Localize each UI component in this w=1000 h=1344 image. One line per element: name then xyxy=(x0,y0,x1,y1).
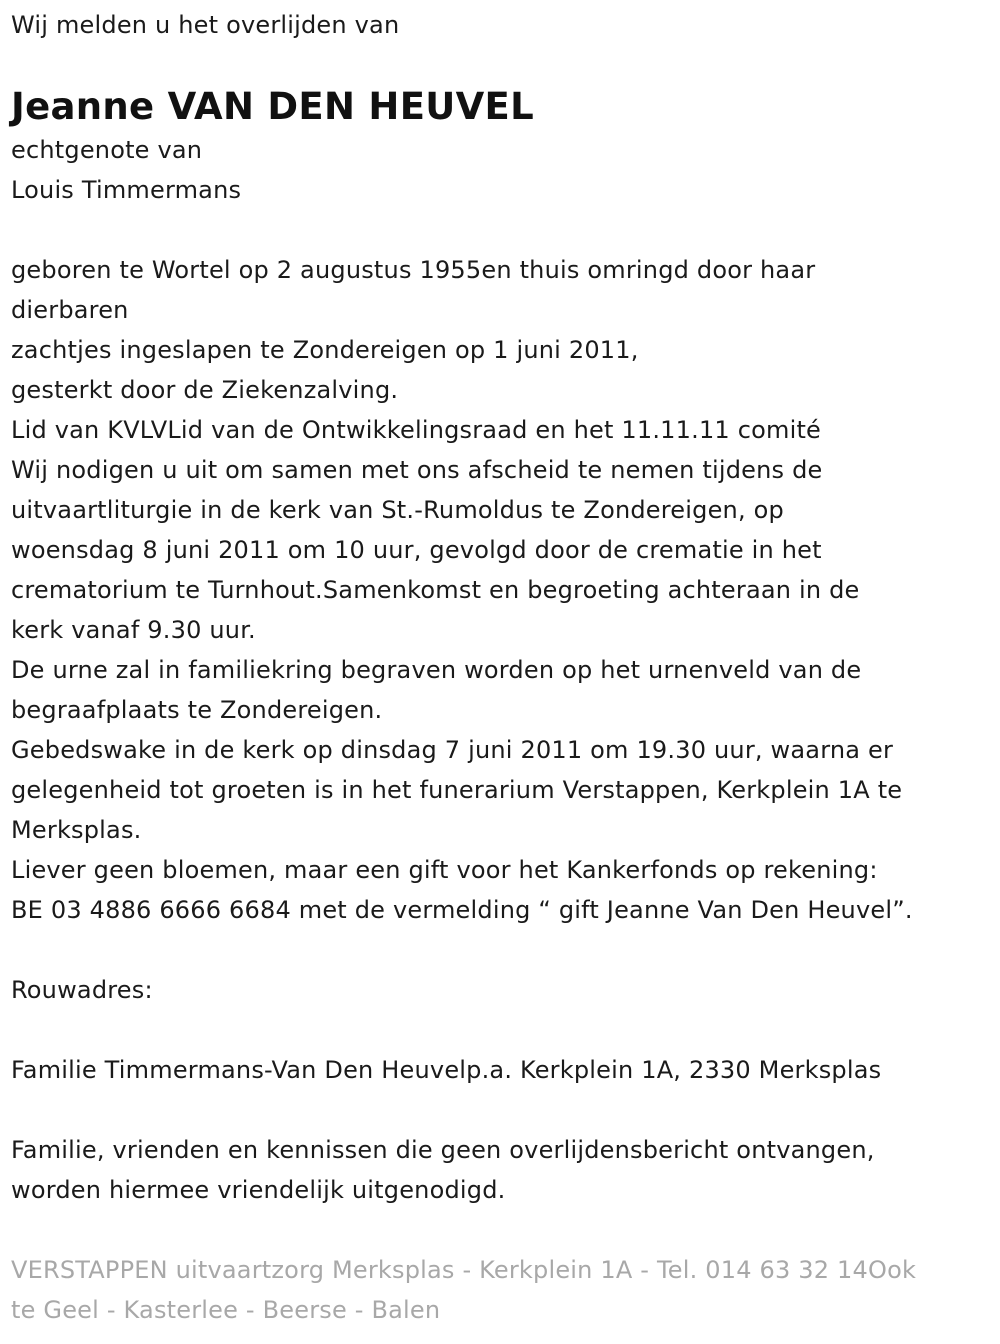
mourning-address: Familie Timmermans-Van Den Heuvelp.a. Kerkplein 1A, 2330 Merksplas xyxy=(11,1056,882,1084)
invitation-line: worden hiermee vriendelijk uitgenodigd. xyxy=(11,1176,506,1204)
deceased-name: Jeanne VAN DEN HEUVEL xyxy=(11,85,534,128)
mourning-address-label: Rouwadres: xyxy=(11,976,153,1004)
body-line: Wij nodigen u uit om samen met ons afscheid te nemen tijdens de xyxy=(11,456,823,484)
body-line: crematorium te Turnhout.Samenkomst en begroeting achteraan in de xyxy=(11,576,860,604)
body-line: BE 03 4886 6666 6684 met de vermelding “ gift Jeanne Van Den Heuvel”. xyxy=(11,896,913,924)
body-line: gesterkt door de Ziekenzalving. xyxy=(11,376,399,404)
body-line: geboren te Wortel op 2 augustus 1955en thuis omringd door haar xyxy=(11,256,816,284)
intro-text: Wij melden u het overlijden van xyxy=(11,11,400,39)
body-line: Merksplas. xyxy=(11,816,142,844)
body-line: begraafplaats te Zondereigen. xyxy=(11,696,383,724)
spacer xyxy=(11,210,1000,250)
body-line: gelegenheid tot groeten is in het funerarium Verstappen, Kerkplein 1A te xyxy=(11,776,903,804)
footer-line: VERSTAPPEN uitvaartzorg Merksplas - Kerkplein 1A - Tel. 014 63 32 14Ook xyxy=(11,1256,917,1284)
spouse-label: echtgenote van xyxy=(11,136,203,164)
body-line: kerk vanaf 9.30 uur. xyxy=(11,616,256,644)
body-line: zachtjes ingeslapen te Zondereigen op 1 juni 2011, xyxy=(11,336,639,364)
spacer xyxy=(11,1090,1000,1130)
body-line: dierbaren xyxy=(11,296,129,324)
invitation-line: Familie, vrienden en kennissen die geen overlijdensbericht ontvangen, xyxy=(11,1136,875,1164)
body-line: Liever geen bloemen, maar een gift voor het Kankerfonds op rekening: xyxy=(11,856,878,884)
body-line: uitvaartliturgie in de kerk van St.-Rumoldus te Zondereigen, op xyxy=(11,496,784,524)
body-line: De urne zal in familiekring begraven worden op het urnenveld van de xyxy=(11,656,862,684)
spacer xyxy=(11,930,1000,970)
funeral-home-footer xyxy=(11,1250,1000,1330)
body-line: Gebedswake in de kerk op dinsdag 7 juni 2011 om 19.30 uur, waarna er xyxy=(11,736,894,764)
spacer xyxy=(11,1010,1000,1050)
invitation-text xyxy=(11,1130,1000,1210)
body-line: Lid van KVLVLid van de Ontwikkelingsraad en het 11.11.11 comité xyxy=(11,416,822,444)
body-line: woensdag 8 juni 2011 om 10 uur, gevolgd door de crematie in het xyxy=(11,536,822,564)
spacer xyxy=(11,1210,1000,1250)
footer-line: te Geel - Kasterlee - Beerse - Balen xyxy=(11,1296,441,1324)
spouse-name: Louis Timmermans xyxy=(11,176,242,204)
notice-body xyxy=(11,250,1000,930)
